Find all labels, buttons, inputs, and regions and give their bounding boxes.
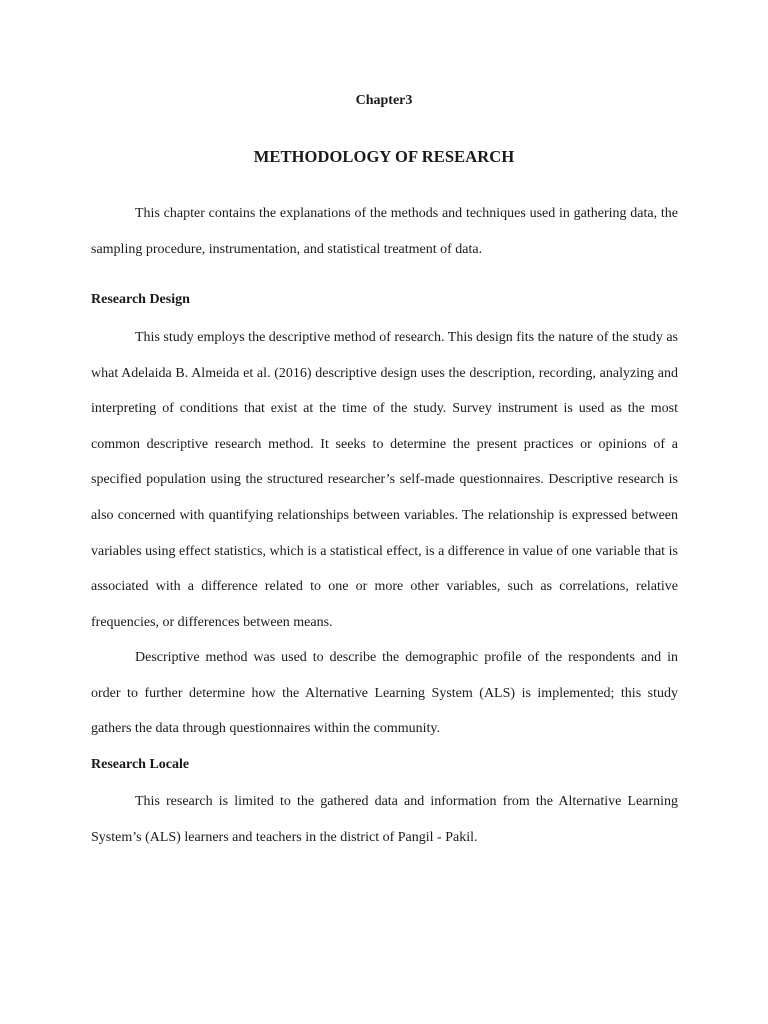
research-design-paragraph-2: Descriptive method was used to describe the demographic profile of the respondents and in order to further determine how the Alternative Learning System (ALS) is implemented; this study gathers the data through questionnaires within the community. [91, 650, 678, 737]
research-design-paragraph-1: This study employs the descriptive method of research. This design fits the nature of the study as what Adelaida B. Almeida et al. (2016) descriptive design uses the description, recording, analyzing and interpreting of conditions that exist at the time of the study. Survey instrument is used as the most common descriptive research method. It seeks to determine the present practices or opinions of a specified population using the structured researcher’s self-made questionnaires. Descriptive research is also concerned with quantifying relationships between variables. The relationship is expressed between variables using effect statistics, which is a statistical effect, is a difference in value of one variable that is associated with a difference related to one or more other variables, such as correlations, relative frequencies, or differences between means. [91, 330, 678, 630]
section-heading-research-design: Research Design [91, 292, 190, 307]
section-heading-research-locale: Research Locale [91, 757, 190, 772]
chapter-label: Chapter3 [355, 93, 413, 108]
research-locale-paragraph: This research is limited to the gathered data and information from the Alternative Learning System’s (ALS) learners and teachers in the district of Pangil - Pakil. [91, 794, 678, 845]
page-title: METHODOLOGY OF RESEARCH [253, 147, 515, 166]
intro-paragraph: This chapter contains the explanations of the methods and techniques used in gathering data, the sampling procedure, instrumentation, and statistical treatment of data. [91, 206, 678, 257]
